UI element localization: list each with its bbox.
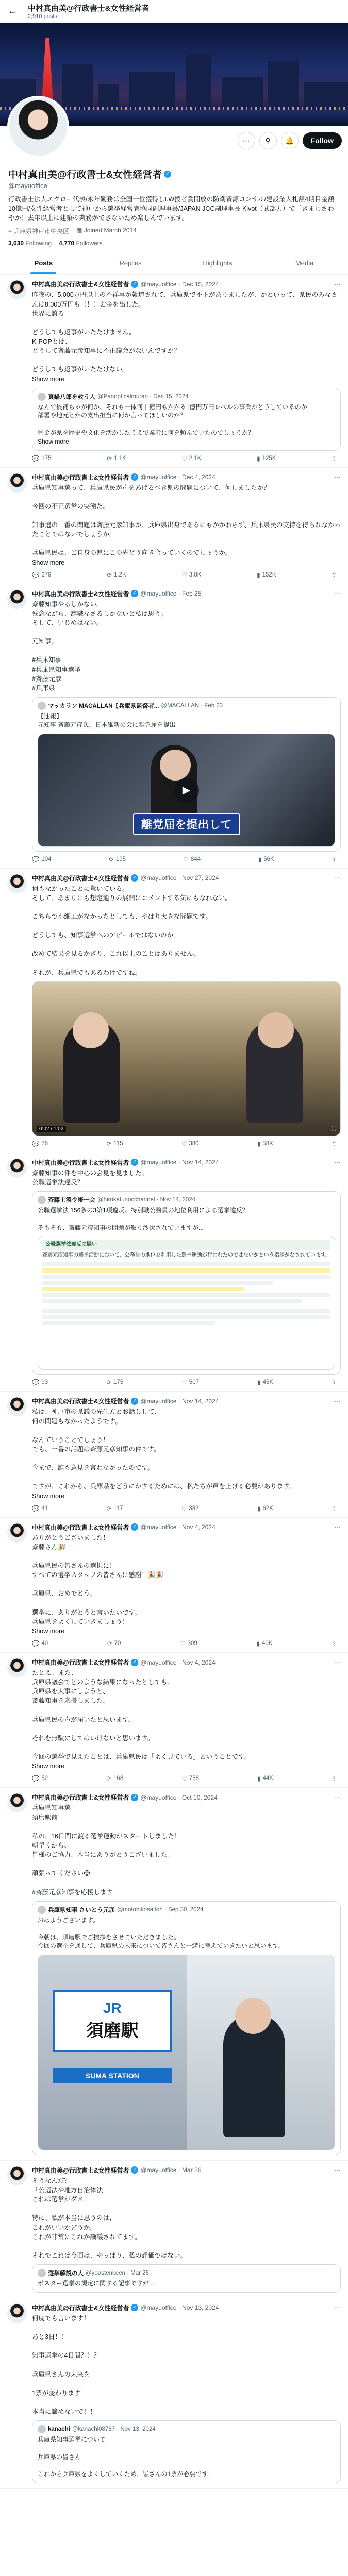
views-button[interactable]: ▮ 58K — [257, 1140, 273, 1147]
quoted-tweet[interactable] — [32, 697, 341, 852]
tab-posts[interactable]: Posts — [0, 252, 87, 274]
quote-handle: @Panopticalmuran · Dec 15, 2024 — [97, 393, 189, 400]
video-timecode: 0:02 / 1:02 — [37, 1126, 66, 1132]
video-thumbnail[interactable] — [38, 734, 335, 847]
views-button[interactable]: ▮ 62K — [257, 1505, 273, 1512]
share-icon[interactable]: ⇪ — [332, 572, 337, 579]
tweet-author[interactable]: 中村真由美@行政書士&女性経営者 — [32, 281, 129, 289]
share-icon[interactable]: ⇪ — [332, 856, 337, 863]
tweet-handle-date: @mayuoffice · Feb 25 — [140, 590, 202, 598]
more-options-icon[interactable]: ⋯ — [335, 874, 341, 882]
quoted-tweet[interactable] — [32, 2420, 341, 2483]
location: ⌖ 兵庫県神戸市中央区 — [8, 228, 70, 235]
tweet-actions — [32, 1775, 341, 1782]
quote-author: 兵庫県知事 さいとう元彦 — [48, 1907, 115, 1913]
more-options-icon[interactable]: ⋯ — [335, 1793, 341, 1801]
repost-button[interactable]: ⟳ 168 — [106, 1775, 124, 1783]
tweet-text: 昨夜の、5,000万円以上の不祥事が報道されて、兵庫県で不正がありましたが、かといって、県民のみなさんは8,000万円も（！）お金を出した。 世界に誇る どうしても返事がいただけません。 K-POPとは、 どうして斎藤元彦知事に不正議会がないんですか？ どうしても返事がいただけない。 Show more — [32, 291, 338, 383]
tweet-handle-date: @mayuoffice · Dec 4, 2024 — [140, 473, 216, 481]
avatar — [38, 2269, 46, 2277]
heart-icon: ♡ — [180, 1641, 186, 1648]
reply-button[interactable]: 💬 41 — [32, 1505, 48, 1512]
tweet-handle-date: @mayuoffice · Nov 14, 2024 — [140, 1159, 219, 1166]
tweet-author[interactable]: 中村真由美@行政書士&女性経営者 — [32, 473, 129, 481]
repost-icon: ⟳ — [106, 1776, 112, 1783]
quote-handle: @kanachi08787 · Nov 13, 2024 — [72, 2426, 156, 2433]
like-button[interactable]: ♡ 382 — [181, 1505, 199, 1512]
verified-badge-icon: ✓ — [131, 1659, 138, 1666]
avatar — [38, 702, 46, 710]
avatar[interactable] — [7, 874, 27, 893]
tweet-actions — [32, 1640, 341, 1647]
tweet-handle-date: @mayuoffice · Nov 4, 2024 — [140, 1658, 216, 1666]
location-pin-icon: ⌖ — [8, 228, 14, 235]
views-icon: ▮ — [257, 455, 260, 462]
tweet-handle-date: @mayuoffice · Nov 14, 2024 — [140, 1397, 219, 1405]
reply-icon: 💬 — [32, 1641, 40, 1648]
profile-meta — [8, 227, 340, 235]
repost-button[interactable]: ⟳ 70 — [107, 1640, 121, 1648]
views-button[interactable]: ▮ 152K — [257, 571, 276, 579]
tab-replies[interactable]: Replies — [119, 259, 142, 267]
profile-actions — [238, 132, 342, 149]
share-icon[interactable]: ⇪ — [332, 1641, 337, 1648]
tweet-text: 斎藤知事の件を中心の会見を見ました。 公職選挙法違反？ — [32, 1169, 148, 1186]
tweet-text: 兵庫県知事選って、兵庫県民が声をあげるべき県の問題について、何しましたか？ 今回の不正選挙の実態だ。 知事選の一番の問題は斎藤元彦知事が、兵庫県出身であるにもかかわらず、兵庫県民の支持を得られなかったことではないでしょうか。 兵庫県民は、ご自身の県にこの先どう向き合っていくのでしょうか。 Show more — [32, 484, 341, 566]
station-photo[interactable] — [38, 1955, 335, 2150]
quote-text: 公職選挙法 156条の3第1項違反、特別職公務員の地位利用による選挙違反？ そもそも、斎藤元彦知事の問題が取り沙汰されていますが... — [38, 1207, 248, 1231]
repost-button[interactable]: ⟳ 115 — [106, 1140, 123, 1147]
document-title: 公職選挙法違反の疑い — [42, 1240, 330, 1250]
jr-logo-icon: JR — [103, 2000, 122, 2016]
tweet-text: 私は、神戸市の県議の先生方とお話しして、 何の問題もなかったようです。 なんていうことでしょう！ でも、一番の話題は斎藤元彦知事の件です。 今まで、誰も意見を言わなかったのです。 ですが、これから、兵庫県をどうにかするためには、私たちが声を上げる必要があります。 Show more — [32, 1408, 296, 1500]
repost-icon: ⟳ — [107, 1641, 112, 1648]
quoted-tweet[interactable] — [32, 1191, 341, 1375]
repost-button[interactable]: ⟳ 1.2K — [107, 571, 126, 579]
tweet[interactable] — [0, 1518, 348, 1653]
verified-badge-icon: ✓ — [131, 2304, 138, 2311]
like-button[interactable]: ♡ 3.8K — [181, 571, 202, 579]
verified-badge-icon: ✓ — [131, 874, 138, 882]
tweet-text: たとえ、また、 兵庫県議会でどのような結果になったとしても、 兵庫県を大事にしようと、 斎藤知事を応援しました。 兵庫県民の声が届いたと思います。 それを無駄にしてはいけないと思います。 今回の選挙で見えたことは、兵庫県民は「よく見ている」ということです。 Show more — [32, 1669, 251, 1770]
heart-icon: ♡ — [181, 572, 187, 579]
profile-tabs — [0, 252, 348, 275]
tweet-text: ありがとうございました！ 斎藤さん🎉 兵庫県民の皆さんの選択に！ すべての選挙スタッフの皆さんに感謝！🎉🎉 兵庫県、おめでとう。 選挙に、ありがとうと言いたいです。 兵庫県をよくしていきましょう！ Show more — [32, 1534, 164, 1635]
views-button[interactable]: ▮ 45K — [257, 1379, 274, 1386]
tweet-actions — [32, 1505, 341, 1512]
avatar — [38, 2425, 46, 2433]
document-text: 斎藤元彦知事の選挙活動において、公務員の地位を利用した選挙運動が行われたのではないかという指摘がなされています。 — [42, 1252, 330, 1259]
quoted-tweet[interactable] — [32, 2264, 341, 2293]
tweet-text: 何もなかったことに驚いている。 そして、あまりにも想定通りの展開にコメントする気にもなれない。 こちらで小細工がなかったとしても、やはり大きな問題です。 どうしても、知事選挙へのアピールではないのか。 改めて結果を見るかぎり、これ以上のことはありません。 それが、兵庫県でもあるわけですね。 — [32, 885, 231, 976]
repost-button[interactable]: ⟳ 195 — [109, 856, 126, 863]
tweet[interactable] — [0, 869, 348, 1153]
header-name: 中村真由美@行政書士&女性経営者 — [28, 4, 150, 13]
tweet[interactable] — [0, 1653, 348, 1788]
tweet-actions — [32, 455, 341, 462]
video-caption: 離党届を提出して — [132, 813, 240, 835]
quote-handle: @hirokatunocchannel · Nov 14, 2024 — [97, 1197, 196, 1204]
like-button[interactable]: ♡ 758 — [181, 1775, 199, 1783]
views-icon: ▮ — [257, 1776, 261, 1783]
verified-badge-icon: ✓ — [131, 1523, 138, 1531]
more-options-icon[interactable]: ⋯ — [335, 280, 341, 288]
tweet-handle-date: @mayuoffice · Nov 13, 2024 — [140, 2304, 219, 2312]
verified-badge-icon: ✓ — [164, 171, 171, 178]
more-options-icon[interactable]: ⋯ — [335, 590, 341, 598]
reply-icon: 💬 — [32, 1505, 40, 1512]
reply-button[interactable]: 💬 279 — [32, 571, 52, 579]
views-icon: ▮ — [257, 1505, 261, 1512]
tweet[interactable] — [0, 468, 348, 584]
quote-author: 真鍋八郎を救う人 — [48, 394, 95, 400]
quote-text: 【速報】 元知事 斎藤元彦氏、日本維新の会に離党届を提出 — [38, 712, 176, 728]
more-options-icon[interactable]: ⋯ — [335, 1523, 341, 1531]
tweet-handle-date: @mayuoffice · Oct 10, 2024 — [140, 1793, 218, 1801]
profile-header-row — [0, 126, 348, 167]
tweet-handle-date: @mayuoffice · Mar 26 — [140, 2166, 202, 2174]
following-link[interactable]: 3,630 Following — [8, 240, 52, 247]
avatar[interactable] — [7, 96, 69, 158]
quote-author: 選挙解説の人 — [48, 2270, 84, 2277]
views-icon: ▮ — [257, 1380, 261, 1386]
top-bar — [0, 0, 348, 23]
avatar[interactable] — [7, 1523, 27, 1543]
more-options-icon[interactable]: ⋯ — [335, 2166, 341, 2174]
views-icon: ▮ — [257, 1141, 261, 1147]
avatar[interactable] — [7, 280, 27, 299]
views-icon: ▮ — [258, 856, 262, 863]
tweet-author[interactable]: 中村真由美@行政書士&女性経営者 — [32, 2304, 129, 2312]
quote-text: ポスター選挙の規定に関する記事ですが... — [38, 2280, 155, 2287]
views-icon: ▮ — [256, 1641, 260, 1648]
repost-icon: ⟳ — [107, 572, 112, 579]
avatar[interactable] — [7, 589, 27, 609]
station-sign-english: SUMA STATION — [53, 2068, 172, 2083]
reply-button[interactable]: 💬 40 — [32, 1640, 48, 1648]
views-button[interactable]: ▮ 44K — [257, 1775, 274, 1783]
reply-icon: 💬 — [32, 1380, 40, 1386]
tab-media[interactable]: Media — [295, 259, 314, 267]
profile-name: 中村真由美@行政書士&女性経営者 — [8, 170, 162, 180]
heart-icon: ♡ — [181, 1141, 187, 1147]
views-icon: ▮ — [257, 572, 260, 579]
avatar[interactable] — [7, 473, 27, 493]
views-button[interactable]: ▮ 125K — [257, 455, 276, 462]
document-card — [38, 1236, 335, 1328]
heart-icon: ♡ — [183, 856, 189, 863]
more-options-icon[interactable]: ⋯ — [335, 1658, 341, 1666]
tweet[interactable] — [0, 2298, 348, 2489]
reply-icon: 💬 — [32, 572, 40, 579]
quote-text: なんで候補ちゃが何か、それも一体何十億円もかかる1億円万円レベルの事業がどうしているのか 部署や地元とかの支出担当に何か言ってほしいのか？ 県金が県を歴史や文化を活かしたうえで業者に何を頼んでいたのでしょうか？ Show more — [38, 403, 307, 445]
reply-button[interactable]: 💬 175 — [32, 455, 52, 462]
reply-icon: 💬 — [32, 856, 40, 863]
tweet-actions — [32, 1379, 341, 1386]
verified-badge-icon: ✓ — [131, 2166, 138, 2174]
header-title-group — [28, 3, 149, 20]
tweet-author[interactable]: 中村真由美@行政書士&女性経営者 — [32, 590, 129, 598]
tweet[interactable] — [0, 584, 348, 869]
repost-icon: ⟳ — [106, 1141, 112, 1147]
tab-highlights[interactable]: Highlights — [203, 259, 233, 267]
heart-icon: ♡ — [181, 455, 187, 462]
avatar[interactable] — [7, 1158, 27, 1178]
quote-handle: @yoastenkeen · Mar 26 — [86, 2270, 149, 2277]
like-button[interactable]: ♡ 309 — [180, 1640, 197, 1648]
tweet-author[interactable]: 中村真由美@行政書士&女性経営者 — [32, 2166, 129, 2174]
heart-icon: ♡ — [181, 1505, 187, 1512]
quote-author: kanachi — [48, 2426, 70, 2433]
repost-icon: ⟳ — [106, 1505, 112, 1512]
quote-handle: @motohikosaitoh · Sep 30, 2024 — [117, 1906, 204, 1913]
quoted-tweet[interactable] — [32, 1901, 341, 2155]
repost-button[interactable]: ⟳ 117 — [106, 1505, 123, 1512]
back-arrow-icon[interactable]: ← — [8, 6, 17, 16]
reply-icon: 💬 — [32, 455, 40, 462]
tweet-text: 兵庫県知事選 須磨駅前 私の、16日間に渡る選挙運動がスタートしました！ 朝早くから、 皆様のご協力、本当にありがとうございました！ 頑張ってください😊 #斎藤元彦知事を応援します — [32, 1804, 181, 1896]
tweet-actions — [32, 856, 341, 863]
verified-badge-icon: ✓ — [131, 281, 138, 288]
tweet[interactable] — [0, 1788, 348, 2160]
tweet[interactable] — [0, 275, 348, 467]
tweet[interactable] — [0, 2161, 348, 2298]
followers-link[interactable]: 4,770 Followers — [59, 240, 103, 247]
joined-date: ▦ Joined March 2014 — [76, 227, 137, 234]
like-button[interactable]: ♡ 380 — [181, 1140, 199, 1147]
station-sign: 須磨駅 — [86, 2021, 139, 2041]
heart-icon: ♡ — [181, 1776, 187, 1783]
quote-text: おはようございます。 今朝は、須磨駅でご挨拶をさせていただきました。 今回の選挙を通して、兵庫県の未来について皆さんと一緒に考えていきたいと思います。 — [38, 1916, 285, 1950]
share-icon[interactable]: ⇪ — [332, 1380, 337, 1386]
avatar[interactable] — [7, 2166, 27, 2185]
share-icon[interactable]: ⇪ — [332, 1141, 337, 1147]
play-icon[interactable]: ▶ — [174, 778, 199, 803]
reply-icon: 💬 — [32, 1776, 40, 1783]
reply-button[interactable]: 💬 52 — [32, 1775, 48, 1783]
repost-button[interactable]: ⟳ 175 — [106, 1379, 124, 1386]
quote-author: マッカラン MACALLAN【兵庫県監督者... — [48, 703, 159, 709]
avatar[interactable] — [7, 1658, 27, 1677]
follow-counts — [8, 240, 340, 247]
tweet-handle-date: @mayuoffice · Nov 27, 2024 — [140, 874, 219, 882]
tweet-text: 斎藤知事やるしかない。 残念ながら、辞職なさるしかないと私は思う。 そして、いじめはない。 元知事。 #兵庫知事 #兵庫県知事選挙 #斎藤元彦 #兵庫県 — [32, 600, 168, 692]
views-button[interactable]: ▮ 56K — [258, 856, 274, 863]
repost-button[interactable]: ⟳ 1.1K — [107, 455, 126, 462]
like-button[interactable]: ♡ 507 — [181, 1379, 199, 1386]
reply-button[interactable]: 💬 76 — [32, 1140, 48, 1147]
verified-badge-icon: ✓ — [131, 1398, 138, 1405]
quoted-tweet[interactable] — [32, 388, 341, 451]
video-player[interactable] — [32, 981, 341, 1136]
avatar[interactable] — [7, 1793, 27, 1812]
views-button[interactable]: ▮ 40K — [256, 1640, 273, 1648]
more-options-icon[interactable]: ⋯ — [335, 473, 341, 481]
tweet-author[interactable]: 中村真由美@行政書士&女性経営者 — [32, 1659, 129, 1667]
tweet-actions — [32, 571, 341, 579]
repost-icon: ⟳ — [109, 856, 114, 863]
repost-icon: ⟳ — [107, 455, 112, 462]
quote-text: 兵庫県知事選挙について 兵庫県の皆さん これから兵庫県をよくしていくため、皆さんの1票が必要です。 — [38, 2436, 214, 2478]
more-options-icon[interactable]: ⋯ — [335, 2304, 341, 2312]
tweet-handle-date: @mayuoffice · Dec 15, 2024 — [140, 280, 219, 288]
verified-badge-icon: ✓ — [131, 473, 138, 481]
reply-icon: 💬 — [32, 1141, 40, 1147]
profile-bio-section — [0, 167, 348, 252]
reply-button[interactable]: 💬 93 — [32, 1379, 48, 1386]
verified-badge-icon: ✓ — [131, 1159, 138, 1166]
follow-button[interactable]: Follow — [303, 132, 342, 149]
avatar — [38, 1906, 46, 1914]
search-icon[interactable]: ⚲ — [259, 132, 277, 149]
profile-handle: @mayuoffice — [8, 182, 47, 190]
avatar — [38, 393, 46, 401]
profile-name-row — [8, 167, 340, 181]
more-options-icon[interactable]: ⋯ — [238, 132, 255, 149]
tweet-author[interactable]: 中村真由美@行政書士&女性経営者 — [32, 1523, 129, 1531]
like-button[interactable]: ♡ 844 — [183, 856, 201, 863]
share-icon[interactable]: ⇪ — [332, 1505, 337, 1512]
share-icon[interactable]: ⇪ — [332, 455, 337, 462]
tweet[interactable] — [0, 1153, 348, 1392]
more-options-icon[interactable]: ⋯ — [335, 1159, 341, 1166]
avatar — [38, 1196, 46, 1204]
tweet-handle-date: @mayuoffice · Nov 4, 2024 — [140, 1523, 216, 1531]
tweet-text: 何度でも言います！ あと3日！！ 知事選挙の4日間？！？ 兵庫県さんの未来を 1票が変わります！ 本当に諦めないで！！ — [32, 2314, 100, 2416]
tweet-author[interactable]: 中村真由美@行政書士&女性経営者 — [32, 1159, 129, 1166]
quote-author: 斉藤士湊令帯一会 — [48, 1197, 95, 1204]
tweet-text: そうなんだ？ 「公選法や地方自治体法」 これは選挙がダメ。 特に、私が本当に思うのは、 これがいいかどうか。 これが非常にこれか論議されてます。 それでこれは今回は、やっぱり、私の評価ではない。 — [32, 2177, 187, 2259]
quote-handle: @MACALLAN · Feb 23 — [161, 702, 223, 709]
repost-icon: ⟳ — [106, 1380, 112, 1386]
avatar[interactable] — [7, 2303, 27, 2323]
verified-badge-icon: ✓ — [131, 1794, 138, 1801]
document-image[interactable] — [38, 1236, 335, 1370]
fullscreen-icon[interactable]: ⛶ — [332, 1124, 336, 1132]
profile-description: 行政書士法人エクロー代表/永年勤務は全国一位獲得しI.W授者賞開放の防衛資源コンサル/建設業入札額4期目金額10億円/女性経営者として神戸から選挙経営者協同副理事長/JAPAN JCC副理事長 Kivot（武部力）で「きまじさわやか！去年以上に建築の業務ができないため楽しんでいます。 — [8, 196, 335, 222]
more-options-icon[interactable]: ⋯ — [335, 1397, 341, 1405]
avatar[interactable] — [7, 1397, 27, 1416]
tweet-author[interactable]: 中村真由美@行政書士&女性経営者 — [32, 1398, 129, 1405]
reply-button[interactable]: 💬 104 — [32, 856, 52, 863]
verified-badge-icon: ✓ — [131, 590, 138, 597]
tweet-actions — [32, 1140, 341, 1147]
tweet-author[interactable]: 中村真由美@行政書士&女性経営者 — [32, 874, 129, 882]
share-icon[interactable]: ⇪ — [332, 1776, 337, 1783]
header-post-count: 2,910 posts — [28, 13, 57, 20]
heart-icon: ♡ — [181, 1380, 187, 1386]
like-button[interactable]: ♡ 2.1K — [181, 455, 202, 462]
calendar-icon: ▦ — [76, 227, 84, 234]
tweet-author[interactable]: 中村真由美@行政書士&女性経営者 — [32, 1794, 129, 1802]
tweet[interactable] — [0, 1392, 348, 1517]
notification-bell-icon[interactable]: 🔔 — [281, 132, 299, 149]
